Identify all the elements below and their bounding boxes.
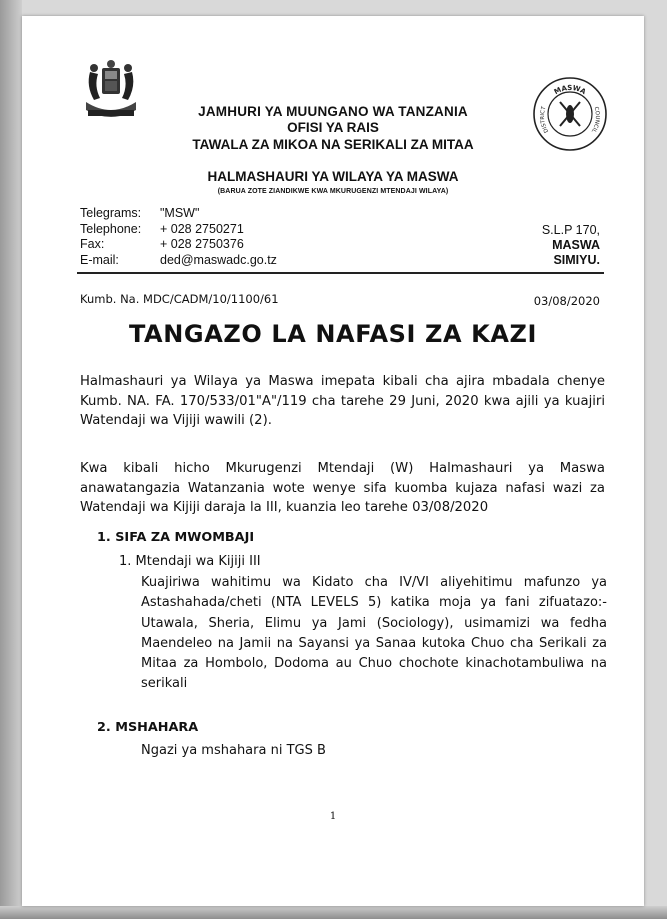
paragraph-intro: Halmashauri ya Wilaya ya Maswa imepata kibali cha ajira mbadala chenye Kumb. NA. FA. 170/533/01"A"/119 cha tarehe 29 Juni, 2020 kwa ajili ya kuajiri Watendaji wa Vijiji wawili (2).	[80, 374, 605, 428]
contact-value: ded@maswadc.go.tz	[160, 252, 277, 267]
header-line-instruction: (BARUA ZOTE ZIANDIKWE KWA MKURUGENZI MTENDAJI WILAYA)	[217, 188, 449, 195]
letter-date: 03/08/2020	[533, 294, 600, 308]
section-body-salary: Ngazi ya mshahara ni TGS B	[141, 743, 326, 758]
seal-right-text: COUNCIL	[589, 106, 601, 134]
address-line: MASWA	[552, 238, 600, 252]
section-body-qualifications: Kuajiriwa wahitimu wa Kidato cha IV/VI aliyehitimu mafunzo ya Astashahada/cheti (NTA LEVELS 5) katika moja ya fani zifuatazo:- Utawala, Sheria, Elimu ya Jami (Sociology), usimamizi wa fedha Maendeleo na Jamii na Sayansi ya Sanaa kutoka Chuo cha Serikali za Mitaa za Hombolo, Dodoma au Chuo chochote kinachotambuliwa na serikali	[141, 575, 607, 692]
contact-value: "MSW"	[160, 206, 200, 220]
reference-number: Kumb. Na. MDC/CADM/10/1100/61	[80, 292, 279, 306]
document-title: TANGAZO LA NAFASI ZA KAZI	[128, 320, 538, 348]
svg-text:MASWA	[553, 84, 588, 97]
paragraph-announcement: Kwa kibali hicho Mkurugenzi Mtendaji (W) Halmashauri ya Maswa anawatangazia Watanzania wote wenye sifa kuomba kujaza nafasi wazi za Watendaji wa Kijiji daraja la III, kuanzia leo tarehe 03/08/2020	[80, 461, 605, 515]
postal-address	[490, 223, 600, 268]
contact-row-telegrams	[80, 206, 277, 222]
contact-value: + 028 2750376	[160, 237, 244, 251]
scan-edge-left	[0, 0, 22, 919]
scan-edge-bottom	[0, 906, 667, 919]
contact-row-email	[80, 253, 277, 269]
address-line: S.L.P 170,	[541, 223, 600, 237]
contact-label: Telephone:	[80, 221, 142, 236]
header-divider	[77, 272, 604, 274]
contact-row-fax	[80, 237, 277, 253]
contact-label: E-mail:	[80, 252, 119, 267]
contact-label: Fax:	[80, 237, 105, 251]
contact-block	[80, 206, 277, 268]
section-heading-salary: 2. MSHAHARA	[97, 720, 199, 735]
subsection-heading-village-executive: 1. Mtendaji wa Kijiji III	[119, 554, 261, 569]
header-line-republic: JAMHURI YA MUUNGANO WA TANZANIA	[198, 104, 468, 119]
address-line: SIMIYU.	[553, 253, 600, 267]
header-line-office: OFISI YA RAIS	[287, 120, 379, 135]
page-number: 1	[329, 811, 337, 822]
seal-top-text: MASWA	[552, 83, 588, 97]
contact-value: + 028 2750271	[160, 221, 244, 236]
seal-left-text: DISTRICT	[539, 105, 551, 134]
contact-label: Telegrams:	[80, 206, 142, 220]
document-page	[22, 16, 644, 906]
header-line-regional: TAWALA ZA MIKOA NA SERIKALI ZA MITAA	[192, 137, 474, 152]
section-heading-qualifications: 1. SIFA ZA MWOMBAJI	[97, 530, 255, 545]
contact-row-telephone	[80, 222, 277, 238]
header-line-council: HALMASHAURI YA WILAYA YA MASWA	[207, 169, 459, 184]
